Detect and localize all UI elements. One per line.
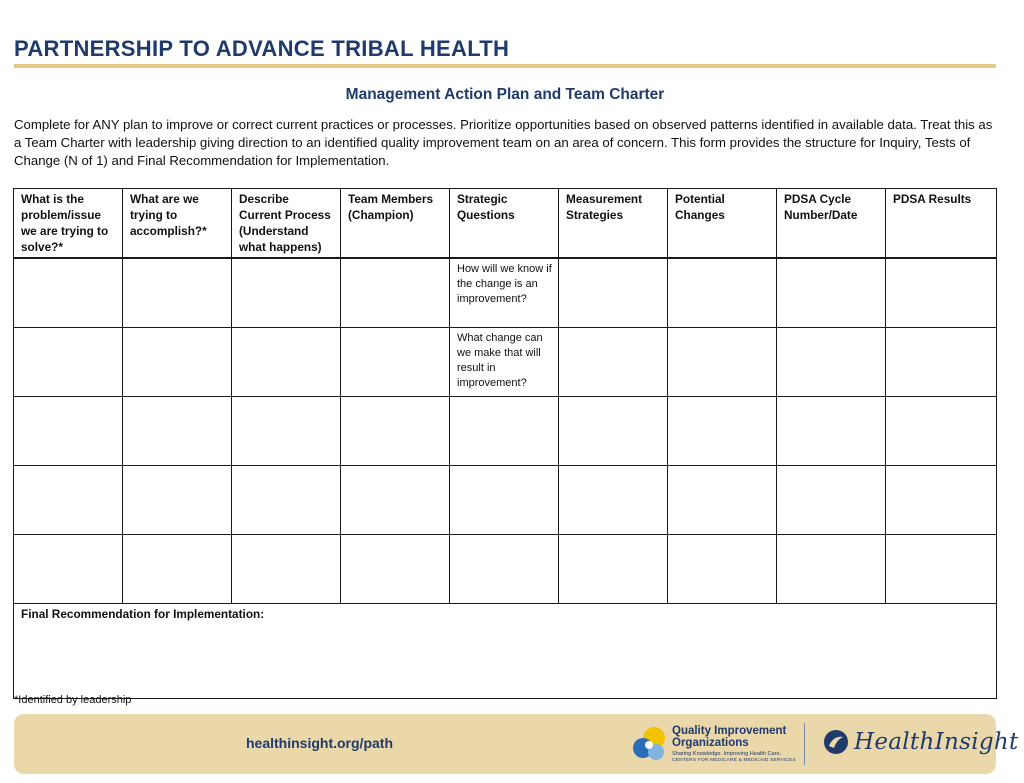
table-cell[interactable]: [559, 258, 668, 328]
table-cell[interactable]: [450, 397, 559, 466]
table-cell[interactable]: [341, 397, 450, 466]
strategic-question-text: What change can we make that will result in improvement?: [457, 332, 543, 389]
final-recommendation-row: [14, 604, 997, 699]
column-header-measurement: Measurement Strategies: [559, 189, 668, 259]
table-cell[interactable]: [123, 466, 232, 535]
table-cell[interactable]: [777, 466, 886, 535]
healthinsight-logo: [822, 728, 1019, 756]
table-cell[interactable]: [123, 328, 232, 397]
table-cell[interactable]: [232, 258, 341, 328]
qio-name-line-2: Organizations: [672, 737, 749, 749]
footer-band: [14, 714, 1019, 774]
table-cell[interactable]: [341, 466, 450, 535]
column-header-current-process: Describe Current Process (Understand what happens): [232, 189, 341, 259]
table-cell[interactable]: [123, 258, 232, 328]
document-title: Management Action Plan and Team Charter: [345, 86, 665, 103]
table-cell[interactable]: [14, 535, 123, 604]
logo-divider: [804, 723, 805, 765]
final-recommendation-cell[interactable]: [14, 604, 997, 699]
table-cell[interactable]: [341, 328, 450, 397]
column-header-problem: What is the problem/issue we are trying to solve?*: [14, 189, 123, 259]
column-header-pdsa-cycle: PDSA Cycle Number/Date: [777, 189, 886, 259]
healthinsight-wordmark: HealthInsight: [854, 729, 1019, 755]
table-cell[interactable]: [668, 258, 777, 328]
table-cell[interactable]: [232, 535, 341, 604]
table-cell[interactable]: [14, 397, 123, 466]
table-cell[interactable]: [777, 535, 886, 604]
table-row: [14, 258, 997, 328]
org-title: PARTNERSHIP TO ADVANCE TRIBAL HEALTH: [14, 36, 510, 61]
strategic-question-text: How will we know if the change is an improvement?: [457, 263, 552, 305]
table-row: [14, 535, 997, 604]
table-cell[interactable]: [559, 397, 668, 466]
table-cell[interactable]: [559, 328, 668, 397]
table-cell[interactable]: [14, 258, 123, 328]
table-cell[interactable]: [232, 397, 341, 466]
table-cell[interactable]: [123, 397, 232, 466]
table-cell[interactable]: [232, 328, 341, 397]
table-cell[interactable]: [341, 258, 450, 328]
strategic-question-cell[interactable]: [450, 328, 559, 397]
table-row: [14, 466, 997, 535]
table-cell[interactable]: [886, 535, 997, 604]
table-cell[interactable]: [123, 535, 232, 604]
column-header-strategic-questions: Strategic Questions: [450, 189, 559, 259]
column-header-team-members: Team Members (Champion): [341, 189, 450, 259]
qio-cms-line: CENTERS FOR MEDICARE & MEDICAID SERVICES: [672, 758, 796, 763]
table-cell[interactable]: [232, 466, 341, 535]
title-underline: [14, 64, 996, 68]
table-cell[interactable]: [14, 328, 123, 397]
table-cell[interactable]: [14, 466, 123, 535]
final-recommendation-label: Final Recommendation for Implementation:: [21, 607, 265, 621]
table-cell[interactable]: [668, 328, 777, 397]
intro-paragraph: Complete for ANY plan to improve or correct current practices or processes. Prioritize opportunities based on observed patterns identified in available data. Treat this as a Team Charter with leadership giving direction to an identified quality improvement team on an area of concern. This form provides the structure for Inquiry, Tests of Change (N of 1) and Final Recommendation for Implementation.: [14, 117, 993, 168]
table-cell[interactable]: [886, 397, 997, 466]
qio-logo-icon: [630, 724, 670, 764]
table-cell[interactable]: [886, 466, 997, 535]
table-cell[interactable]: [777, 258, 886, 328]
table-cell[interactable]: [886, 258, 997, 328]
table-cell[interactable]: [559, 535, 668, 604]
table-header-row: [14, 189, 997, 259]
column-header-pdsa-results: PDSA Results: [886, 189, 997, 259]
column-header-potential-changes: Potential Changes: [668, 189, 777, 259]
qio-tagline: Sharing Knowledge. Improving Health Care.: [672, 751, 782, 757]
table-cell[interactable]: [450, 535, 559, 604]
table-row: [14, 397, 997, 466]
table-cell[interactable]: [777, 397, 886, 466]
strategic-question-cell[interactable]: [450, 258, 559, 328]
footnote: *Identified by leadership: [14, 694, 132, 706]
table-cell[interactable]: [668, 397, 777, 466]
healthinsight-swirl-icon: [822, 728, 850, 756]
footer-url-link[interactable]: healthinsight.org/path: [246, 735, 393, 751]
action-plan-table: [13, 188, 997, 699]
qio-name-line-1: Quality Improvement: [672, 725, 787, 737]
table-row: [14, 328, 997, 397]
table-cell[interactable]: [777, 328, 886, 397]
table-cell[interactable]: [559, 466, 668, 535]
table-cell[interactable]: [886, 328, 997, 397]
column-header-accomplish: What are we trying to accomplish?*: [123, 189, 232, 259]
table-cell[interactable]: [341, 535, 450, 604]
table-cell[interactable]: [668, 466, 777, 535]
table-cell[interactable]: [668, 535, 777, 604]
table-cell[interactable]: [450, 466, 559, 535]
qio-logo-text: [672, 725, 796, 764]
